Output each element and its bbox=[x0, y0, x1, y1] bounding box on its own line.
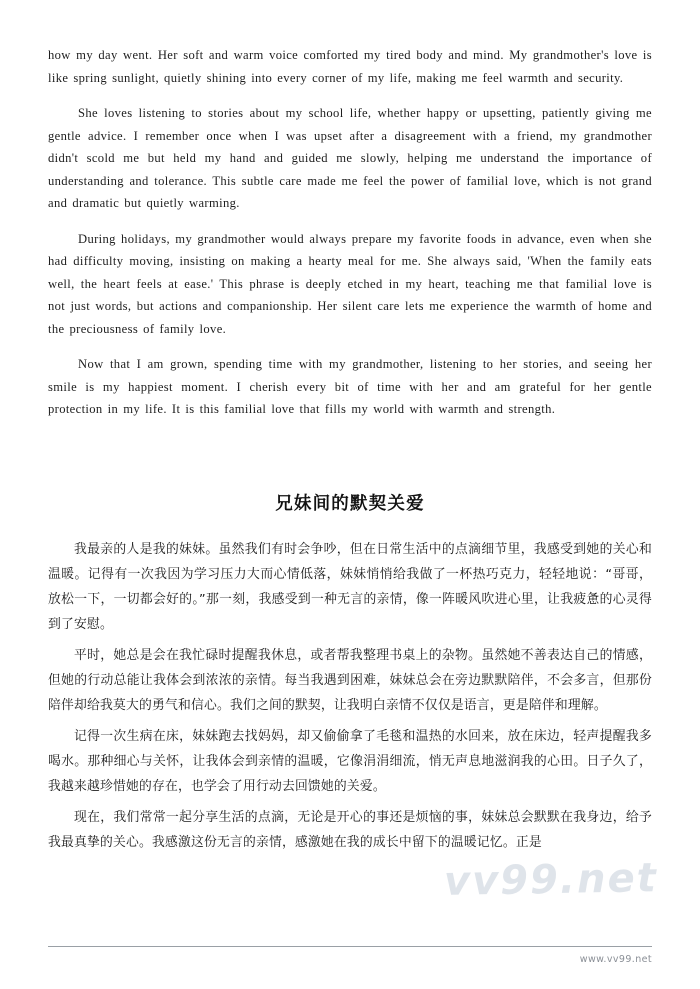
paragraph: She loves listening to stories about my school life, whether happy or upsetting, patiently giving me gentle advice. I remember once when I was upset after a disagreement with a friend, my grandmother didn't scold me but held my hand and guided me slowly, helping me understand the importance of understanding and tolerance. This subtle care made me feel the power of familial love, which is not grand and dramatic but quietly warming. bbox=[48, 106, 652, 210]
paragraph: 记得一次生病在床，妹妹跑去找妈妈，却又偷偷拿了毛毯和温热的水回来，放在床边，轻声提醒我多喝水。那种细心与关怀，让我体会到亲情的温暖，它像涓涓细流，悄无声息地滋润我的心田。日子久了，我越来越珍惜她的存在，也学会了用行动去回馈她的关爱。 bbox=[48, 728, 652, 794]
paragraph: 平时，她总是会在我忙碌时提醒我休息，或者帮我整理书桌上的杂物。虽然她不善表达自己的情感，但她的行动总能让我体会到浓浓的亲情。每当我遇到困难，妹妹总会在旁边默默陪伴，不会多言，但那份陪伴却给我莫大的勇气和信心。我们之间的默契，让我明白亲情不仅仅是语言，更是陪伴和理解。 bbox=[48, 647, 652, 713]
paragraph: During holidays, my grandmother would always prepare my favorite foods in advance, even when she had difficulty moving, insisting on making a hearty meal for me. She always said, 'When the family eats well, the heart feels at ease.' This phrase is deeply etched in my heart, teaching me that familial love is not just words, but actions and companionship. Her silent care lets me experience the warmth of home and the preciousness of family love. bbox=[48, 231, 652, 336]
footer-divider bbox=[48, 946, 652, 947]
paragraph: 现在，我们常常一起分享生活的点滴，无论是开心的事还是烦恼的事，妹妹总会默默在我身边，给予我最真挚的关心。我感激这份无言的亲情，感激她在我的成长中留下的温暖记忆。正是 bbox=[48, 809, 652, 850]
paragraph: 我最亲的人是我的妹妹。虽然我们有时会争吵，但在日常生活中的点滴细节里，我感受到她的关心和温暖。记得有一次我因为学习压力大而心情低落，妹妹悄悄给我做了一杯热巧克力，轻轻地说：“哥哥，放松一下，一切都会好的。”那一刻，我感受到一种无言的亲情，像一阵暖风吹进心里，让我疲惫的心灵得到了安慰。 bbox=[48, 541, 652, 632]
footer-url: www.vv99.net bbox=[579, 954, 652, 965]
section-title: 兄妹间的默契关爱 bbox=[275, 493, 425, 514]
paragraph: Now that I am grown, spending time with my grandmother, listening to her stories, and seeing her smile is my happiest moment. I cherish every bit of time with her and am grateful for her gentle protection in my life. It is this familial love that fills my world with warmth and strength. bbox=[48, 357, 652, 416]
english-section bbox=[48, 44, 652, 421]
paragraph: how my day went. Her soft and warm voice comforted my tired body and mind. My grandmother's love is like spring sunlight, quietly shining into every corner of my life, making me feel warmth and security. bbox=[48, 48, 652, 85]
chinese-section bbox=[48, 490, 652, 855]
watermark-text: vv99.net bbox=[443, 855, 659, 905]
section-spacer bbox=[48, 434, 652, 490]
